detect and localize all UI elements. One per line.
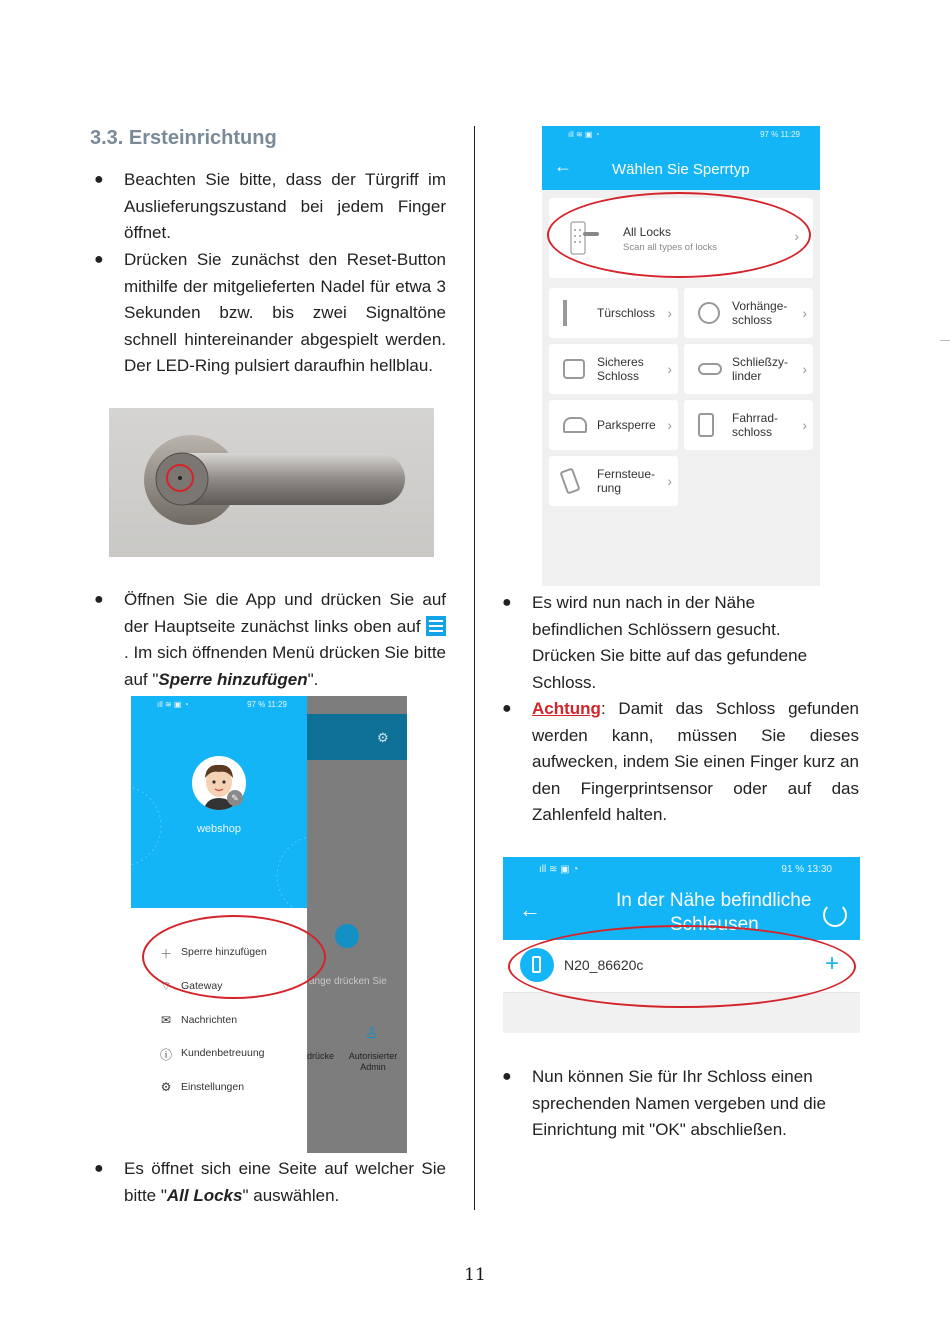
status-right: 97 % 11:29	[247, 700, 287, 709]
page-title: In der Nähe befindliche	[616, 890, 812, 911]
signal-icon: ıll ≋ ▣ ◔	[157, 700, 189, 709]
highlight-ellipse	[142, 915, 326, 999]
page-number: 11	[464, 1265, 486, 1285]
bullet-dot: ●	[502, 594, 512, 611]
card-safe-lock[interactable]	[549, 344, 678, 394]
bike-lock-icon	[698, 413, 714, 437]
profile-panel	[131, 696, 307, 908]
dimmed-text-3: Autorisierter Admin	[348, 1051, 398, 1072]
menu-item-messages[interactable]	[160, 1013, 238, 1027]
card-parking-lock[interactable]	[549, 400, 678, 450]
back-arrow-icon[interactable]: ←	[519, 897, 541, 922]
nearby-locks-screenshot	[503, 857, 860, 1033]
left-bullet-3-text-b: . Im sich öffnenden Menü drücken Sie bitte auf "	[124, 643, 446, 689]
bullet-dot: ●	[94, 1160, 104, 1177]
dimmed-header	[307, 714, 407, 760]
chevron-right-icon: ›	[802, 305, 807, 321]
lock-type-label: Vorhänge- schloss	[732, 299, 788, 327]
highlight-ellipse	[508, 925, 856, 1008]
chevron-right-icon: ›	[667, 361, 672, 377]
dimmed-text: ange drücken Sie	[309, 976, 387, 987]
gear-icon: ⚙	[377, 730, 389, 745]
dimmed-text-2: drücke	[307, 1051, 335, 1061]
cylinder-icon	[698, 363, 722, 375]
lock-type-label: Fahrrad- schloss	[732, 411, 779, 439]
menu-item-label: Einstellungen	[181, 1081, 245, 1093]
signal-icon: ıll ≋ ▣ ◔	[568, 130, 600, 139]
door-handle-illustration	[109, 408, 434, 557]
left-bullet-1-text: Beachten Sie bitte, dass der Türgriff im Auslieferungszustand bei jedem Finger öffnet.	[124, 170, 446, 243]
app-menu-screenshot	[131, 696, 407, 1153]
remote-icon	[559, 467, 580, 494]
signal-icon: ıll ≋ ▣ ◔	[539, 864, 579, 875]
bullet-dot: ●	[94, 171, 104, 188]
left-bullet-4-emphasis: All Locks	[166, 1185, 243, 1205]
message-icon: ✉	[160, 1013, 172, 1027]
parking-lock-icon	[563, 417, 587, 433]
status-right: 91 % 13:30	[781, 864, 832, 875]
right-bullet-3	[502, 1064, 852, 1144]
card-remote-control[interactable]	[549, 456, 678, 506]
menu-item-label: Nachrichten	[181, 1014, 238, 1026]
bullet-dot: ●	[502, 1068, 512, 1085]
decorative-arcs	[131, 756, 307, 908]
left-bullet-2	[94, 247, 446, 380]
padlock-icon	[698, 302, 720, 324]
highlight-ellipse	[547, 192, 811, 278]
left-bullet-4	[94, 1156, 446, 1209]
door-handle-photo	[109, 408, 434, 557]
menu-item-label: Gateway	[181, 980, 223, 992]
menu-item-label: Sperre hinzufügen	[181, 946, 267, 958]
right-bullet-2-text: : Damit das Schloss gefunden werden kann, müssen Sie dieses aufwecken, indem Sie einen Finger kurz an den Fingerprintsensor oder auf das Zahlenfeld halten.	[532, 699, 859, 825]
right-bullet-1	[502, 590, 832, 696]
admin-icon: ♙	[365, 1025, 379, 1042]
left-bullet-3	[94, 587, 446, 693]
app-header	[542, 126, 820, 190]
right-bullet-1-text: Es wird nun nach in der Nähe befindlichen Schlössern gesucht. Drücken Sie bitte auf das gefundene Schloss.	[532, 593, 808, 692]
dimmed-app-background	[307, 696, 407, 1153]
lock-type-label: Sicheres Schloss	[597, 355, 644, 383]
chevron-right-icon: ›	[667, 417, 672, 433]
card-padlock[interactable]	[684, 288, 813, 338]
left-bullet-4-text-a: Es öffnet sich eine Seite auf welcher Sie bitte "	[124, 1159, 446, 1205]
wifi-icon: ⌔	[160, 979, 172, 993]
device-name: N20_86620c	[564, 957, 644, 973]
menu-item-label: Kundenbetreuung	[181, 1047, 265, 1059]
right-bullet-2	[502, 696, 859, 829]
status-bar	[542, 126, 820, 144]
status-bar	[131, 696, 307, 714]
page-title: Wählen Sie Sperrtyp	[612, 161, 750, 178]
page-title-overflow: Schleusen	[670, 914, 759, 935]
all-locks-subtitle: Scan all types of locks	[623, 242, 717, 253]
plus-icon: ＋	[159, 947, 172, 961]
menu-item-settings[interactable]	[160, 1080, 245, 1094]
section-heading: 3.3. Ersteinrichtung	[90, 127, 277, 149]
lock-type-label: Türschloss	[597, 306, 656, 320]
chevron-right-icon: ›	[794, 228, 799, 244]
left-bullet-3-text-a: Öffnen Sie die App und drücken Sie auf der Hauptseite zunächst links oben auf	[124, 590, 446, 636]
bullet-dot: ●	[94, 591, 104, 608]
loading-spinner-icon	[823, 903, 847, 927]
chevron-right-icon: ›	[802, 417, 807, 433]
card-door-lock[interactable]	[549, 288, 678, 338]
gear-icon: ⚙	[160, 1080, 172, 1094]
all-locks-label: All Locks	[623, 225, 672, 239]
status-bar	[503, 857, 860, 875]
left-bullet-1	[94, 167, 446, 247]
lock-type-screenshot	[542, 126, 820, 586]
left-bullet-4-text-c: " auswählen.	[242, 1185, 340, 1205]
lock-type-label: Fernsteue- rung	[597, 467, 656, 495]
chevron-right-icon: ›	[667, 473, 672, 489]
back-arrow-icon[interactable]: ←	[554, 156, 572, 176]
bullet-dot: ●	[94, 251, 104, 268]
hamburger-menu-icon	[426, 616, 446, 636]
username: webshop	[196, 823, 242, 835]
bullet-dot: ●	[502, 700, 512, 717]
safe-icon	[563, 359, 585, 379]
info-icon: ⓘ	[159, 1048, 172, 1062]
left-bullet-3-text-c: ".	[307, 669, 319, 689]
avatar-edit-icon[interactable]: ✎	[227, 790, 243, 806]
edge-mark	[940, 340, 950, 341]
card-bike-lock[interactable]	[684, 400, 813, 450]
key-icon	[335, 924, 359, 948]
warning-label: Achtung	[532, 699, 601, 718]
add-device-icon[interactable]: +	[825, 950, 840, 977]
left-bullet-3-emphasis: Sperre hinzufügen	[158, 669, 308, 689]
card-cylinder[interactable]	[684, 344, 813, 394]
lock-type-label: Parksperre	[597, 418, 656, 432]
chevron-right-icon: ›	[667, 305, 672, 321]
right-bullet-3-text: Nun können Sie für Ihr Schloss einen sprechenden Namen vergeben und die Einrichtung mit "OK" abschließen.	[532, 1067, 826, 1140]
door-lock-icon	[563, 300, 577, 326]
menu-item-support[interactable]	[159, 1047, 265, 1062]
left-bullet-2-text: Drücken Sie zunächst den Reset-Button mithilfe der mitgelieferten Nadel für etwa 3 Sekunden bzw. bis zwei Signaltöne schnell hintereinander abgespielt werden. Der LED-Ring pulsiert daraufhin hellblau.	[124, 250, 446, 376]
status-right: 97 % 11:29	[760, 130, 800, 139]
lock-type-label: Schließzy- linder	[732, 355, 789, 383]
column-divider	[474, 126, 475, 1210]
chevron-right-icon: ›	[802, 361, 807, 377]
